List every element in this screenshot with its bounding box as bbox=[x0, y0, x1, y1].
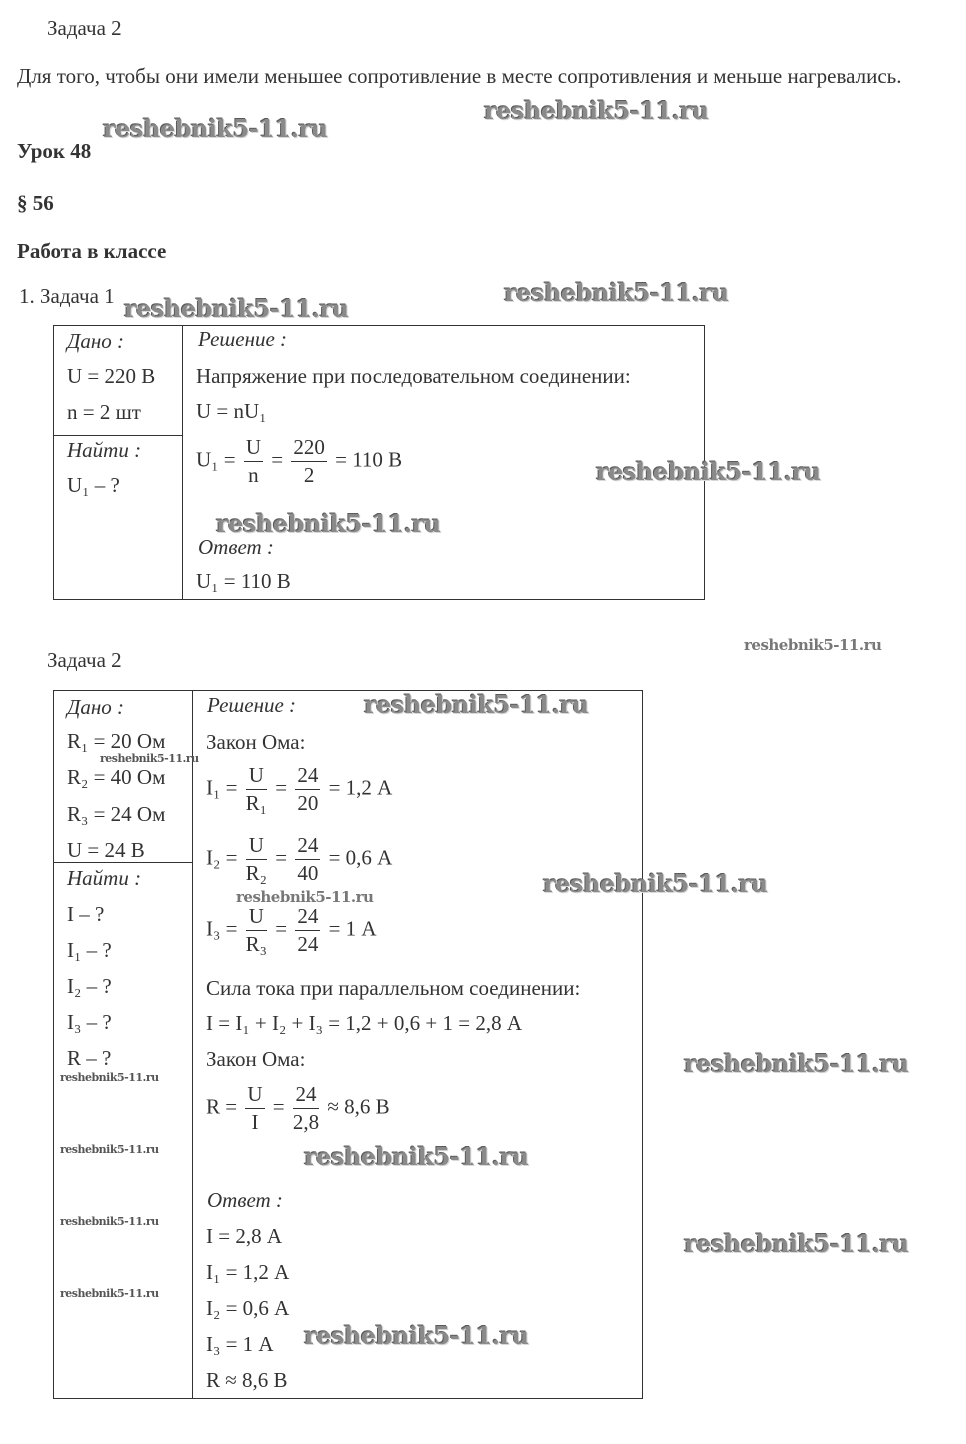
task2-ohm-law-1: Закон Ома: bbox=[206, 730, 306, 754]
task1-formula2-result: = 110 В bbox=[335, 447, 403, 472]
task2-sum-formula: I = I₁ + I₂ + I₃ = 1,2 + 0,6 + 1 = 2,8 А bbox=[206, 1011, 523, 1035]
task2-find-i1: I₁ – ? bbox=[67, 938, 112, 962]
task1-find-label: Найти : bbox=[67, 438, 142, 462]
task1-given-u: U = 220 В bbox=[67, 364, 156, 388]
task2-answer-i3: I₃ = 1 А bbox=[206, 1332, 274, 1356]
task2-parallel-text: Сила тока при параллельном соединении: bbox=[206, 976, 581, 1000]
watermark: reshebnik5-11.ru bbox=[304, 1321, 529, 1350]
watermark: reshebnik5-11.ru bbox=[364, 690, 589, 719]
task1-formula2-lhs: U₁ = bbox=[196, 447, 236, 472]
watermark: reshebnik5-11.ru bbox=[236, 888, 374, 906]
lesson-heading: Урок 48 bbox=[17, 139, 92, 163]
task2-i3-formula: I₃ = $\frac{U}{\text{R₃}}$ = $\frac{24}{24}$ = 1 А bbox=[206, 904, 377, 957]
task1-given-label: Дано : bbox=[67, 329, 125, 353]
task1-given-n: n = 2 шт bbox=[67, 400, 141, 424]
task1-heading: 1. Задача 1 bbox=[19, 284, 115, 308]
task1-given-divider bbox=[53, 435, 183, 436]
watermark: reshebnik5-11.ru bbox=[684, 1229, 909, 1258]
task2-heading: Задача 2 bbox=[47, 648, 122, 672]
task2-heading-top: Задача 2 bbox=[47, 16, 122, 40]
task1-series-text: Напряжение при последовательном соединении: bbox=[196, 364, 631, 388]
watermark: reshebnik5-11.ru bbox=[216, 509, 441, 538]
watermark: reshebnik5-11.ru bbox=[103, 114, 328, 143]
classwork-heading: Работа в классе bbox=[17, 239, 167, 263]
task2-r-formula: R = $\frac{U}{I}$ = $\frac{24}{2,8}$ ≈ 8,6 В bbox=[206, 1082, 390, 1135]
task2-answer-r: R ≈ 8,6 В bbox=[206, 1368, 288, 1392]
intro-paragraph: Для того, чтобы они имели меньшее сопротивление в месте сопротивления и меньше нагревались. bbox=[17, 64, 902, 88]
task2-given-u: U = 24 В bbox=[67, 838, 145, 862]
task2-find-i: I – ? bbox=[67, 902, 105, 926]
watermark: reshebnik5-11.ru bbox=[504, 278, 729, 307]
task1-formula2: U₁ = $\frac{U}{n}$ = $\frac{220}{2}$ = 110 В bbox=[196, 435, 403, 488]
task1-find-u1: U₁ – ? bbox=[67, 473, 120, 497]
task2-given-divider bbox=[53, 862, 193, 863]
task2-find-r: R – ? bbox=[67, 1046, 112, 1070]
task2-given-r3: R₃ = 24 Ом bbox=[67, 802, 166, 826]
task2-find-i3: I₃ – ? bbox=[67, 1010, 112, 1034]
task2-answer-i2: I₂ = 0,6 А bbox=[206, 1296, 290, 1320]
watermark: reshebnik5-11.ru bbox=[484, 96, 709, 125]
task2-divider bbox=[192, 690, 193, 1398]
task2-given-label: Дано : bbox=[67, 695, 125, 719]
watermark: reshebnik5-11.ru bbox=[543, 869, 768, 898]
task2-solution-label: Решение : bbox=[207, 693, 297, 717]
task2-find-i2: I₂ – ? bbox=[67, 974, 112, 998]
watermark: reshebnik5-11.ru bbox=[596, 457, 821, 486]
task2-i1-formula: I₁ = $\frac{U}{\text{R₁}}$ = $\frac{24}{20}$ = 1,2 А bbox=[206, 763, 393, 816]
task1-frac2: $\frac{220}{2}$ bbox=[293, 435, 325, 488]
watermark: reshebnik5-11.ru bbox=[60, 1071, 159, 1084]
watermark: reshebnik5-11.ru bbox=[60, 1143, 159, 1156]
task1-formula1: U = nU₁ bbox=[196, 399, 267, 423]
task2-ohm-law-2: Закон Ома: bbox=[206, 1047, 306, 1071]
watermark: reshebnik5-11.ru bbox=[60, 1215, 159, 1228]
task1-answer: U₁ = 110 В bbox=[196, 569, 291, 593]
watermark: reshebnik5-11.ru bbox=[124, 294, 349, 323]
watermark: reshebnik5-11.ru bbox=[744, 636, 882, 654]
watermark: reshebnik5-11.ru bbox=[100, 752, 199, 765]
task2-answer-i1: I₁ = 1,2 А bbox=[206, 1260, 290, 1284]
task1-divider bbox=[182, 325, 183, 599]
watermark: reshebnik5-11.ru bbox=[60, 1287, 159, 1300]
task2-i2-formula: I₂ = $\frac{U}{\text{R₂}}$ = $\frac{24}{40}$ = 0,6 А bbox=[206, 833, 393, 886]
task2-given-r2: R₂ = 40 Ом bbox=[67, 765, 166, 789]
task2-find-label: Найти : bbox=[67, 866, 142, 890]
task1-answer-label: Ответ : bbox=[198, 535, 274, 559]
task2-given-r1: R₁ = 20 Ом bbox=[67, 729, 166, 753]
watermark: reshebnik5-11.ru bbox=[684, 1049, 909, 1078]
section-heading: § 56 bbox=[17, 191, 54, 215]
task1-frac1: $\frac{U}{n}$ bbox=[245, 435, 262, 488]
watermark: reshebnik5-11.ru bbox=[304, 1142, 529, 1171]
task2-answer-label: Ответ : bbox=[207, 1188, 283, 1212]
task2-answer-i: I = 2,8 А bbox=[206, 1224, 283, 1248]
task1-solution-label: Решение : bbox=[198, 327, 288, 351]
